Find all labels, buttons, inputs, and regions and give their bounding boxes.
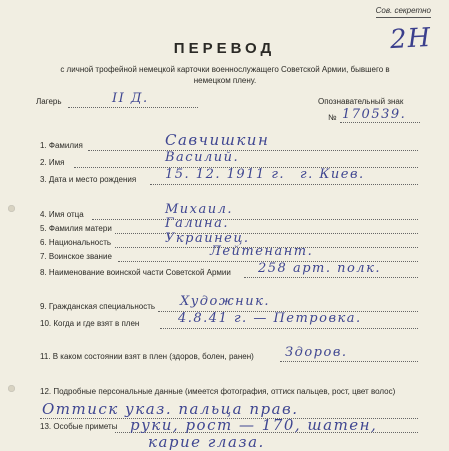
surname-label: 1. Фамилия: [40, 141, 83, 150]
id-mark-value: 170539.: [342, 107, 407, 122]
unit-rule: [244, 277, 418, 278]
rank-label: 7. Воинское звание: [40, 252, 112, 261]
condition-rule: [280, 361, 418, 362]
father-name-value: Михаил.: [165, 202, 234, 217]
camp-label: Лагерь: [36, 97, 62, 106]
special-marks-value: руки, рост — 170, шатен,: [130, 416, 378, 434]
surname-value: Савчишкин: [165, 131, 270, 149]
camp-value: II Д.: [112, 91, 149, 106]
condition-value: Здоров.: [285, 345, 348, 360]
surname-rule: [88, 150, 418, 151]
id-mark-label: Опознавательный знак: [318, 97, 404, 106]
profession-value: Художник.: [180, 294, 270, 309]
nationality-value: Украинец.: [165, 231, 250, 246]
id-mark-prefix: №: [328, 113, 337, 122]
document-title: ПЕРЕВОД: [173, 40, 276, 57]
handwritten-number: 2Н: [389, 22, 432, 56]
condition-label: 11. В каком состоянии взят в плен (здоров, болен, ранен): [40, 352, 254, 361]
birth-place-value: г. Киев.: [300, 167, 365, 182]
mother-surname-rule: [115, 233, 418, 234]
captured-rule: [160, 328, 418, 329]
name-label: 2. Имя: [40, 158, 65, 167]
mother-surname-value: Галина.: [165, 216, 229, 231]
name-value: Василий.: [165, 150, 240, 165]
classification-stamp: [376, 6, 431, 15]
camp-rule: [68, 107, 198, 108]
father-name-rule: [92, 219, 418, 220]
unit-value: 258 арт. полк.: [258, 261, 381, 276]
punch-hole: [8, 385, 15, 392]
document-subtitle: с личной трофейной немецкой карточки военнослужащего Советской Армии, бывшего в немецком плену.: [60, 65, 390, 85]
captured-value: 4.8.41 г. — Петровка.: [178, 311, 362, 326]
id-mark-rule: [340, 122, 420, 123]
special-marks-value-line2: карие глаза.: [148, 433, 265, 451]
captured-label: 10. Когда и где взят в плен: [40, 319, 140, 328]
birth-label: 3. Дата и место рождения: [40, 175, 137, 184]
special-marks-label: 13. Особые приметы: [40, 422, 118, 431]
classification-underline: [376, 17, 431, 18]
classification-text: Сов. секретно: [375, 6, 431, 15]
father-name-label: 4. Имя отца: [40, 210, 84, 219]
mother-surname-label: 5. Фамилия матери: [40, 224, 112, 233]
birth-rule: [150, 184, 418, 185]
personal-data-value: Оттиск указ. пальца прав.: [42, 400, 299, 418]
birth-date-value: 15. 12. 1911 г.: [165, 167, 286, 182]
unit-label: 8. Наименование воинской части Советской Армии: [40, 268, 231, 277]
rank-value: Лейтенант.: [210, 244, 314, 259]
personal-data-label: 12. Подробные персональные данные (имеется фотография, оттиск пальцев, рост, цвет волос): [40, 387, 396, 396]
profession-label: 9. Гражданская специальность: [40, 302, 156, 311]
nationality-label: 6. Национальность: [40, 238, 112, 247]
punch-hole: [8, 205, 15, 212]
